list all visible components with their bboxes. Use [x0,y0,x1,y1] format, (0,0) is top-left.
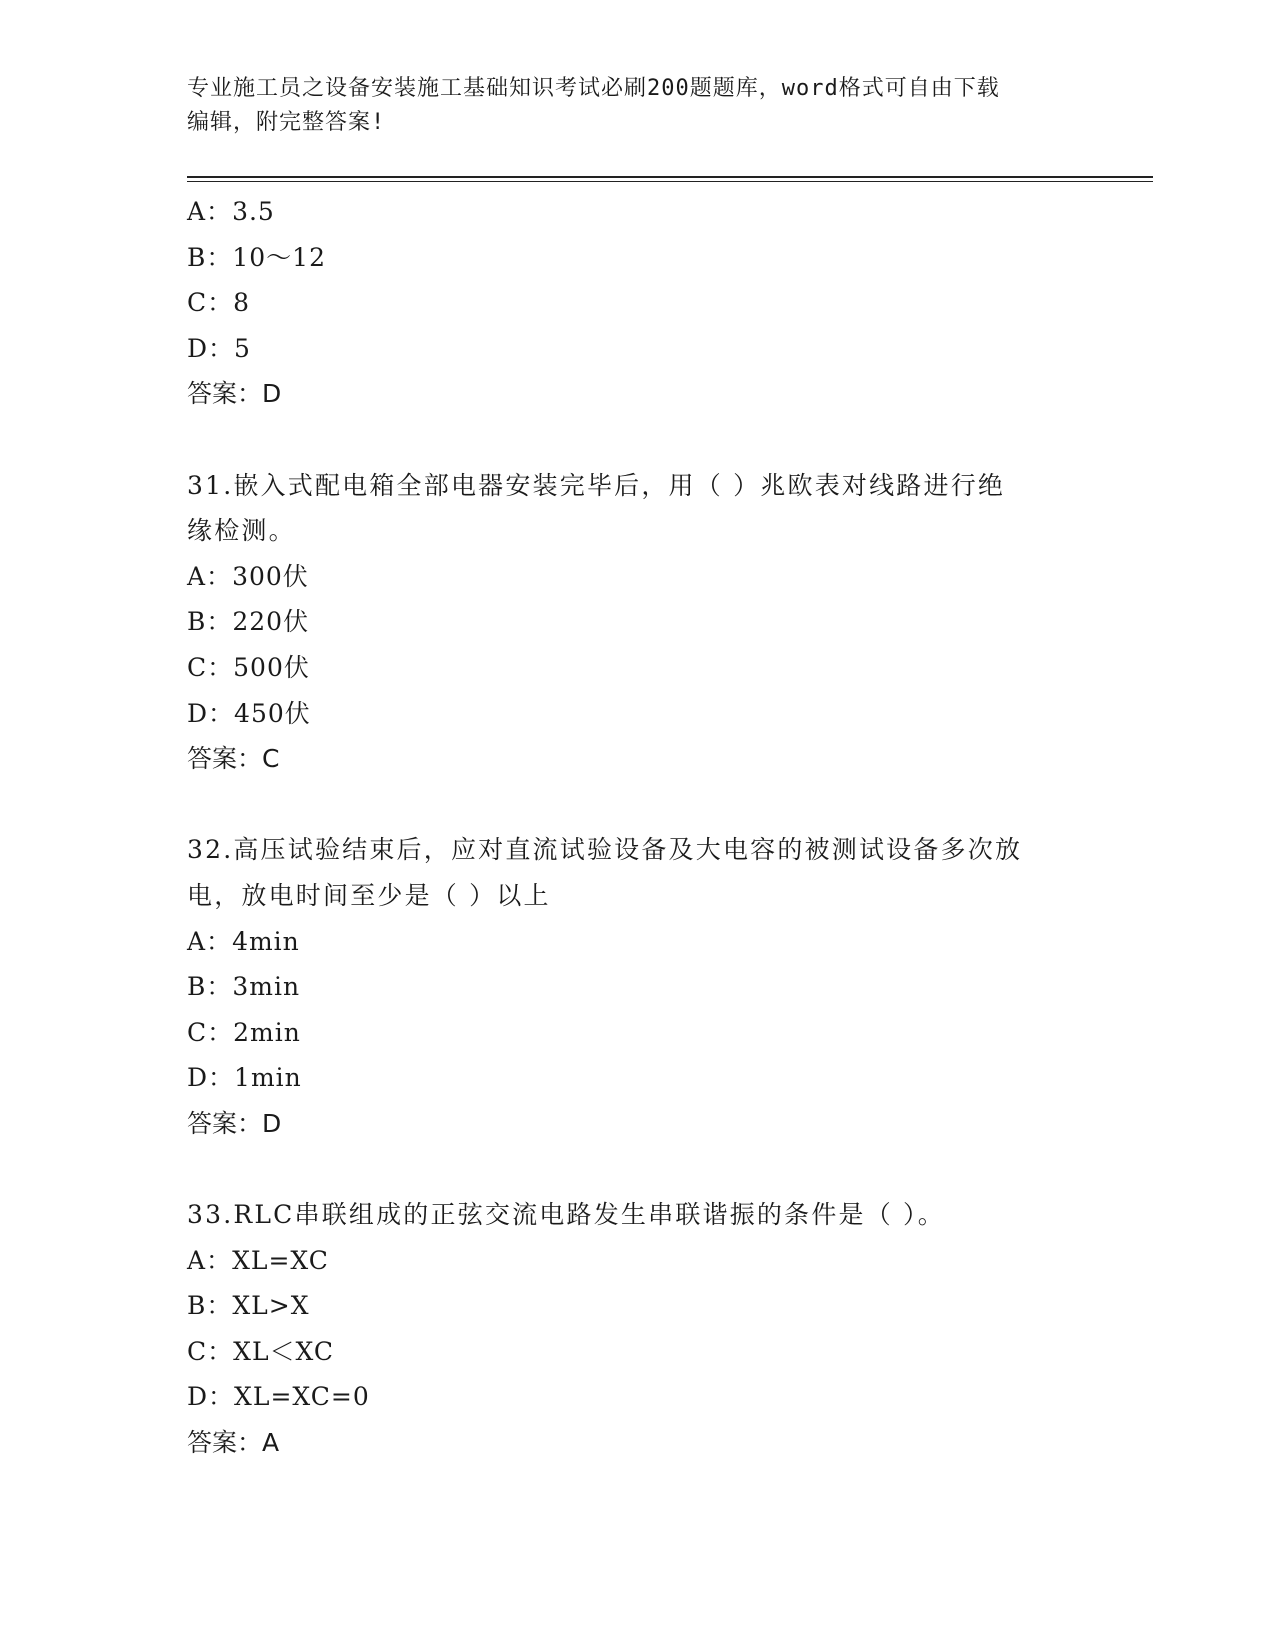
continued-question [187,189,1107,417]
document-header [187,72,1067,140]
option-b [187,964,1107,1010]
option-label: C： [187,1017,234,1047]
spacer [187,1146,1107,1192]
option-label: A： [187,561,233,591]
option-d [187,1374,1107,1420]
option-text: XL>X [232,1291,310,1321]
option-label: D： [187,333,235,363]
option-c [187,1329,1107,1375]
option-label: C： [187,652,234,682]
header-title-line-1: 专业施工员之设备安装施工基础知识考试必刷200题题库，word格式可自由下载 [187,76,1000,101]
option-text: XL＜XC [233,1336,335,1366]
answer-line: 答案：D [187,1108,282,1138]
option-label: B： [187,607,233,637]
option-text: 3.5 [232,197,275,226]
question-list [187,189,1107,1466]
option-label: D： [187,698,235,728]
option-label: A： [187,1245,233,1275]
option-text: 2min [233,1017,301,1047]
option-text: XL=XC=0 [234,1382,370,1412]
header-title-line-2: 编辑，附完整答案! [187,110,386,135]
spacer [187,782,1107,828]
header-divider-thick [187,176,1153,178]
option-label: C： [187,1336,234,1366]
option-text: 300伏 [232,561,309,591]
question-33 [187,1192,1107,1466]
question-stem [187,827,1087,918]
option-label: B： [187,1291,233,1321]
option-text: 500伏 [233,652,310,682]
option-label: D： [187,1382,235,1412]
answer-line: 答案：C [187,744,280,774]
header-divider-thin [187,181,1153,182]
option-b [187,599,1107,645]
option-a [187,554,1107,600]
option-a [187,1238,1107,1284]
option-c [187,645,1107,691]
question-stem [187,1192,1087,1238]
spacer [187,417,1107,463]
option-d [187,1055,1107,1101]
option-text: 5 [234,333,251,363]
option-text: 4min [232,926,300,956]
stem-line: 31.嵌入式配电箱全部电器安装完毕后，用（ ）兆欧表对线路进行绝 [187,470,1006,500]
option-text: 450伏 [234,698,311,728]
question-stem [187,463,1087,554]
option-label: A： [187,197,233,226]
stem-line: 33.RLC串联组成的正弦交流电路发生串联谐振的条件是（ ）。 [187,1200,945,1230]
option-label: B： [187,242,233,272]
option-c [187,280,1107,326]
option-text: 10～12 [232,242,326,272]
answer-line: 答案：A [187,1428,280,1458]
option-d [187,691,1107,737]
option-text: 220伏 [232,607,310,637]
option-text: 3min [232,972,301,1002]
question-31 [187,463,1107,782]
option-a [187,189,1107,235]
stem-line: 缘检测。 [187,516,296,546]
option-label: A： [187,926,233,956]
option-text: XL=XC [232,1245,329,1275]
option-label: B： [187,972,233,1002]
question-32 [187,827,1107,1146]
option-c [187,1010,1107,1056]
answer-line: 答案：D [187,379,282,409]
stem-line: 32.高压试验结束后，应对直流试验设备及大电容的被测试设备多次放 [187,835,1023,865]
option-a [187,919,1107,965]
option-label: C： [187,288,234,318]
option-d [187,326,1107,372]
option-b [187,1283,1107,1329]
option-label: D： [187,1063,235,1093]
stem-line: 电，放电时间至少是（ ）以上 [187,880,551,910]
option-text: 8 [233,288,251,318]
option-text: 1min [234,1063,302,1093]
option-b [187,235,1107,281]
